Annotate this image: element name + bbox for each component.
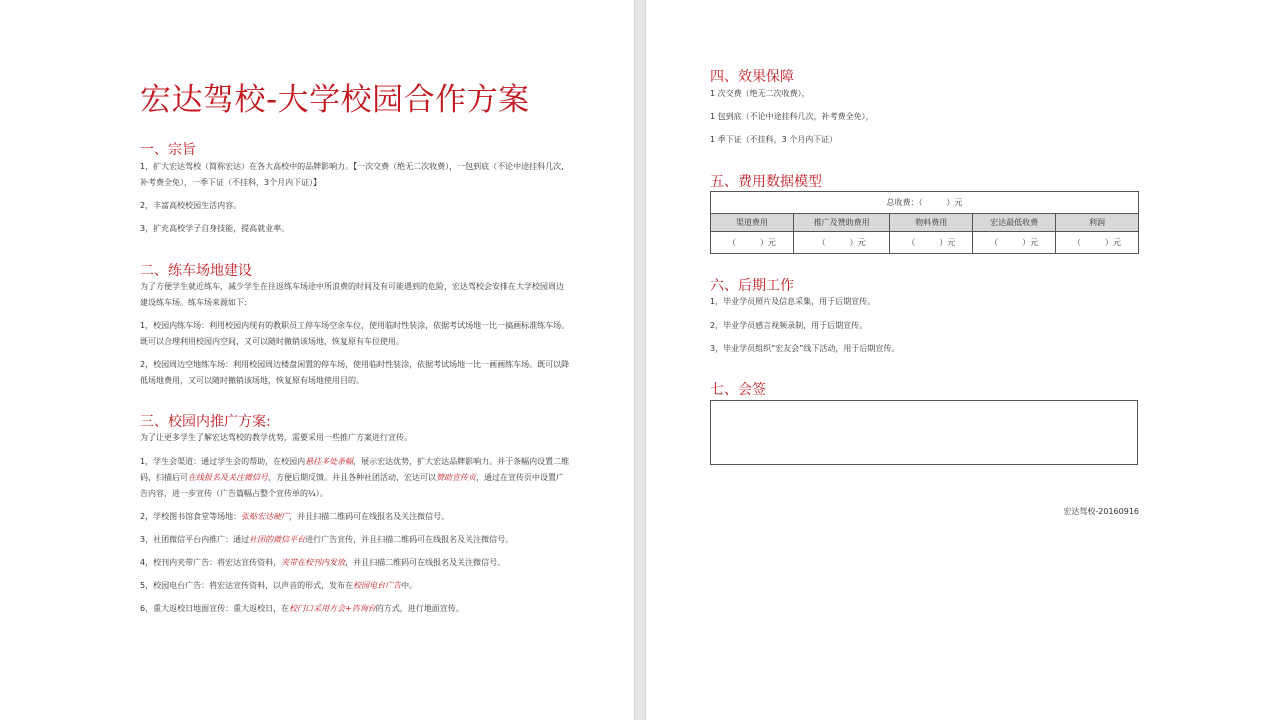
section-3-item-3: [140, 532, 570, 548]
text-run: ，通过在宣传页中设置广告内容，进一步宣传（广告篇幅占整个宣传单的¼）。: [140, 473, 564, 498]
text-run: 5，校园电台广告：将宏达宣传资料，以声音的形式，发布在: [140, 581, 354, 590]
table-cell: （ ）元: [973, 232, 1056, 254]
text-run: 3，社团微信平台内推广：通过: [140, 535, 250, 544]
section-1-heading: 一、宗旨: [140, 142, 196, 158]
section-1-item-1-line-1: 1，扩大宏达驾校（简称宏达）在各大高校中的品牌影响力。【一次交费（绝无二次收费），一包到底（不论中途挂科几次,: [140, 162, 564, 171]
highlight-text: 赞助宣传页: [436, 473, 476, 482]
highlight-text: 夹带在校刊内发放: [281, 558, 346, 567]
section-1-item-1-line-2: 补考费全免），一季下证（不挂科，3个月内下证）】: [140, 178, 322, 187]
section-6-item-1: 1，毕业学员照片及信息采集，用于后期宣传。: [710, 297, 876, 306]
document-title: 宏达驾校-大学校园合作方案: [140, 82, 530, 118]
highlight-text: 在线报名及关注微信号: [188, 473, 268, 482]
text-run: 2，学校图书馆食堂等场地：: [140, 512, 242, 521]
text-run: ，并且扫描二维码可在线报名及关注微信号。: [345, 558, 506, 567]
text-run: 6，重大返校日地面宣传：重大返校日，在: [140, 604, 290, 613]
table-cell: （ ）元: [890, 232, 973, 254]
column-header: 利润: [1056, 214, 1139, 232]
section-3-item-6: [140, 601, 570, 617]
column-header: 推广及赞助费用: [793, 214, 889, 232]
text-run: 1，学生会渠道：通过学生会的帮助，在校园内: [140, 457, 306, 466]
section-4-item-1: 1 次交费（绝无二次收费），: [710, 89, 810, 98]
section-2-heading: 二、练车场地建设: [140, 263, 252, 279]
section-4-item-2: 1 包到底（不论中途挂科几次，补考费全免），: [710, 112, 874, 121]
section-7-heading: 七、会签: [710, 382, 766, 398]
highlight-text: 校门口采用方会+咨询台: [289, 604, 376, 613]
text-run: 进行广告宣传，并且扫描二维码可在线报名及关注微信号。: [305, 535, 514, 544]
text-run: ，方便后期反馈。并且各种社团活动，宏达可以: [268, 473, 436, 482]
highlight-text: 校园电台广告: [353, 581, 402, 590]
section-1-item-2: 2，丰富高校校园生活内容。: [140, 201, 242, 210]
total-fee-cell: 总收费：（ ）元: [711, 192, 1139, 214]
column-header: 宏达最低收费: [973, 214, 1056, 232]
section-3-item-4: [140, 555, 570, 571]
section-3-item-2: [140, 509, 570, 525]
section-1-item-1: [140, 159, 570, 191]
highlight-text: 社团的微信平台: [249, 535, 306, 544]
fee-model-table: [710, 191, 1139, 254]
section-3-item-1: [140, 454, 570, 502]
text-run: 中。: [401, 581, 418, 590]
section-2-item-1: 1，校园内练车场：利用校园内现有的教职员工停车场空余车位，使用临时性装涂，依据考试场地一比一搞画标准练车场。既可以合理利用校园内空间，又可以随时撤销该场地，恢复原有车位使用。: [140, 321, 570, 346]
section-3-intro: 为了让更多学生了解宏达驾校的教学优势，需要采用一些推广方案进行宣传。: [140, 433, 412, 442]
section-4-item-3: 1 季下证（不挂科，3 个月内下证）: [710, 135, 838, 144]
text-run: ，并且扫描二维码可在线报名及关注微信号。: [289, 512, 450, 521]
section-5-heading: 五、费用数据模型: [710, 174, 822, 190]
column-header: 渠道费用: [711, 214, 794, 232]
column-header: 物料费用: [890, 214, 973, 232]
table-cell: （ ）元: [1056, 232, 1139, 254]
text-run: 的方式，进行地面宣传。: [375, 604, 464, 613]
countersign-box: [710, 400, 1138, 465]
section-4-heading: 四、效果保障: [710, 69, 794, 85]
text-run: 4，校刊内夹带广告：将宏达宣传资料，: [140, 558, 282, 567]
section-3-heading: 三、校园内推广方案:: [140, 414, 271, 430]
section-6-item-2: 2，毕业学员感言视频录制，用于后期宣传。: [710, 321, 868, 330]
section-6-heading: 六、后期工作: [710, 278, 794, 294]
section-1-item-3: 3，扩充高校学子自身技能，提高就业率。: [140, 224, 290, 233]
highlight-text: 悬挂多处条幅: [305, 457, 354, 466]
table-cell: （ ）元: [711, 232, 794, 254]
page-right: [646, 0, 1280, 720]
page-gutter: [634, 0, 646, 720]
section-3-item-5: [140, 578, 570, 594]
highlight-text: 张贴宏达硬广: [241, 512, 290, 521]
text-run: ，展示宏达优势，扩大宏达品牌影响力。并于条幅内设置二维码，扫描后可: [140, 457, 570, 482]
section-6-item-3: 3，毕业学员组织“宏友会”线下活动，用于后期宣传。: [710, 344, 900, 353]
section-2-item-2: 2，校园周边空地练车场：利用校园周边楼盘闲置的停车场，使用临时性装涂，依据考试场地一比一画画练车场。既可以降低场地费用，又可以随时撤销该场地，恢复原有场地使用目的。: [140, 360, 570, 385]
table-cell: （ ）元: [793, 232, 889, 254]
footer-signature: 宏达驾校-20160916: [1063, 507, 1139, 516]
section-2-intro: 为了方便学生就近练车，减少学生在往返练车场途中所浪费的时间及有可能遇到的危险，宏达驾校会安排在大学校园周边建设练车场。练车场来源如下:: [140, 282, 564, 307]
